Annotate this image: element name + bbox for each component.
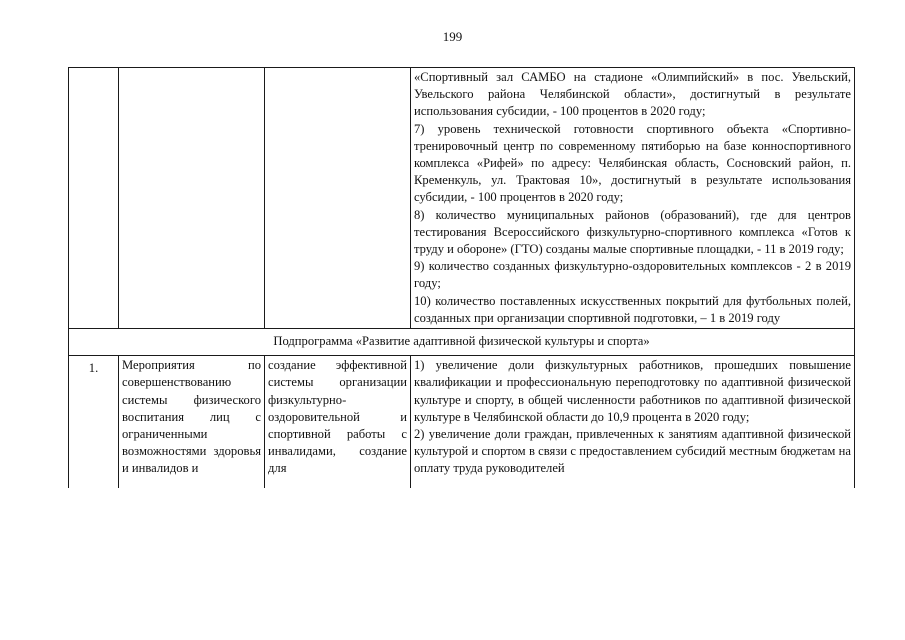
result-item: 8) количество муниципальных районов (образований), где для центров тестирования Всероссийского физкультурно-спортивного комплекса «Готов к труду и обороне» (ГТО) созданы малые спортивные площадки, - 11 в 2019 году;: [414, 207, 851, 257]
result-item: 1) увеличение доли физкультурных работников, прошедших повышение квалификации и профессиональную переподготовку по адаптивной физической культуре и спорту, в общей численности работников по адаптивной физической культуре в Челябинской области до 10,9 процента в 2020 году;: [414, 358, 851, 424]
page-number: 199: [442, 29, 463, 44]
number-cell: [69, 68, 119, 329]
measures-cell: [119, 356, 265, 489]
table-row: [69, 68, 855, 329]
result-item: 7) уровень технической готовности спортивного объекта «Спортивно-тренировочный центр по современному пятиборью на базе конноспортивного комплекса «Рифей» по адресу: Челябинская область, Сосновский район, п. Кременкуль, ул. Трактовая 10», достигнутый в результате использования субсидии, - 100 процентов в 2020 году;: [414, 121, 851, 205]
purpose-cell: [265, 68, 411, 329]
result-item: 10) количество поставленных искусственных покрытий для футбольных полей, созданных при организации спортивной подготовки, – 1 в 2019 году: [414, 293, 851, 325]
program-table: [68, 67, 855, 488]
purpose-cell: [265, 356, 411, 489]
result-item: «Спортивный зал САМБО на стадионе «Олимпийский» в пос. Увельский, Увельского района Челябинской области», достигнутый в результате использования субсидии, - 100 процентов в 2020 году;: [414, 70, 851, 119]
result-item: 9) количество созданных физкультурно-оздоровительных комплексов - 2 в 2019 году;: [414, 259, 851, 291]
measures-text: Мероприятия по совершенствованию системы физического воспитания лиц с ограниченными возможностями здоровья и инвалидов и: [122, 358, 261, 476]
results-cell: [411, 68, 855, 329]
row-number: 1.: [69, 356, 119, 489]
purpose-text: создание эффективной системы организации физкультурно-оздоровительной и спортивной работы с инвалидами, создание для: [268, 358, 407, 476]
result-item: 2) увеличение доли граждан, привлеченных к занятиям адаптивной физической культурой и спортом в связи с предоставлением субсидий местным бюджетам на оплату труда руководителей: [414, 427, 851, 476]
measures-cell: [119, 68, 265, 329]
subprogram-title: Подпрограмма «Развитие адаптивной физической культуры и спорта»: [69, 329, 855, 356]
results-cell: [411, 356, 855, 489]
table-row: [69, 356, 855, 489]
subprogram-row: [69, 329, 855, 356]
